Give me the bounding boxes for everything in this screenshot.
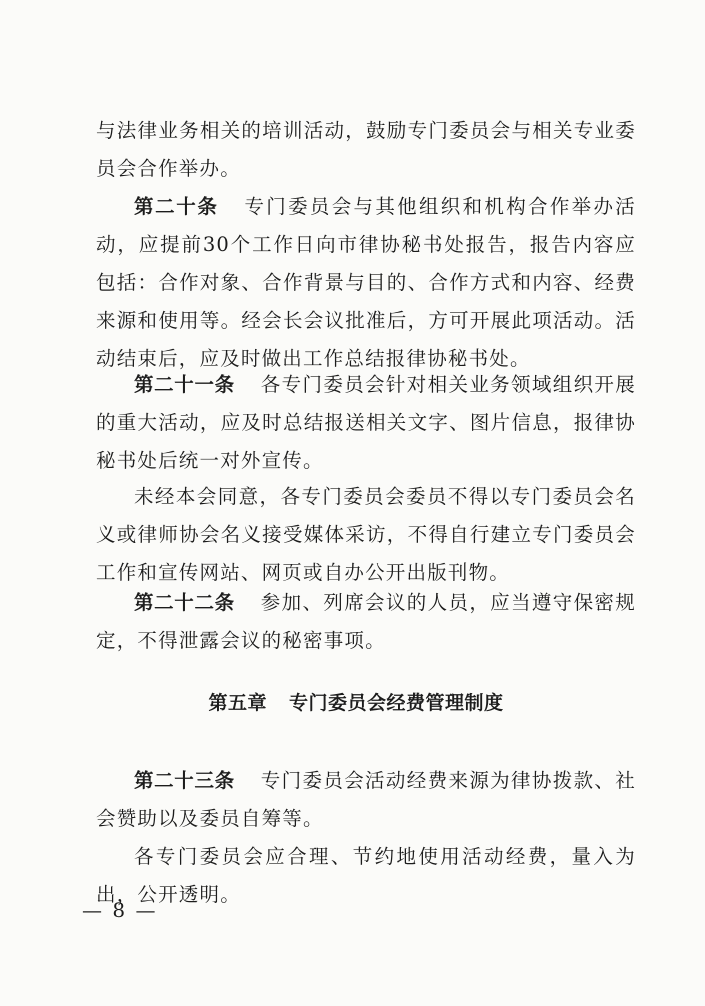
chapter-heading (96, 688, 616, 715)
paragraph-funding (96, 838, 636, 914)
article-23 (96, 762, 636, 838)
article-text: 各专门委员会针对相关业务领域组织开展的重大活动，应及时总结报送相关文字、图片信息，报律协秘书处后统一对外宣传。 (96, 373, 636, 472)
article-number: 第二十一条 (134, 373, 235, 396)
paragraph-text: 与法律业务相关的培训活动，鼓励专门委员会与相关专业委员会合作举办。 (96, 119, 636, 180)
article-21 (96, 366, 636, 480)
article-number: 第二十条 (134, 195, 219, 218)
paragraph-continuation (96, 112, 636, 188)
article-20 (96, 188, 636, 378)
chapter-number: 第五章 (208, 692, 267, 714)
chapter-title: 专门委员会经费管理制度 (289, 692, 504, 714)
article-text: 专门委员会与其他组织和机构合作举办活动，应提前30个工作日向市律协秘书处报告，报告内容应包括：合作对象、合作背景与目的、合作方式和内容、经费来源和使用等。经会长会议批准后，方可开展此项活动。活动结束后，应及时做出工作总结报律协秘书处。 (96, 195, 636, 370)
paragraph-text: 未经本会同意，各专门委员会委员不得以专门委员会名义或律师协会名义接受媒体采访，不得自行建立专门委员会工作和宣传网站、网页或自办公开出版刊物。 (96, 485, 636, 584)
article-text: 专门委员会活动经费来源为律协拨款、社会赞助以及委员自筹等。 (96, 769, 636, 830)
paragraph-media (96, 478, 636, 592)
article-number: 第二十三条 (134, 769, 235, 792)
paragraph-text: 各专门委员会应合理、节约地使用活动经费，量入为出，公开透明。 (96, 845, 636, 906)
article-text: 参加、列席会议的人员，应当遵守保密规定，不得泄露会议的秘密事项。 (96, 591, 636, 652)
page-number: — 8 — (82, 898, 158, 922)
article-22 (96, 584, 636, 660)
article-number: 第二十二条 (134, 591, 235, 614)
